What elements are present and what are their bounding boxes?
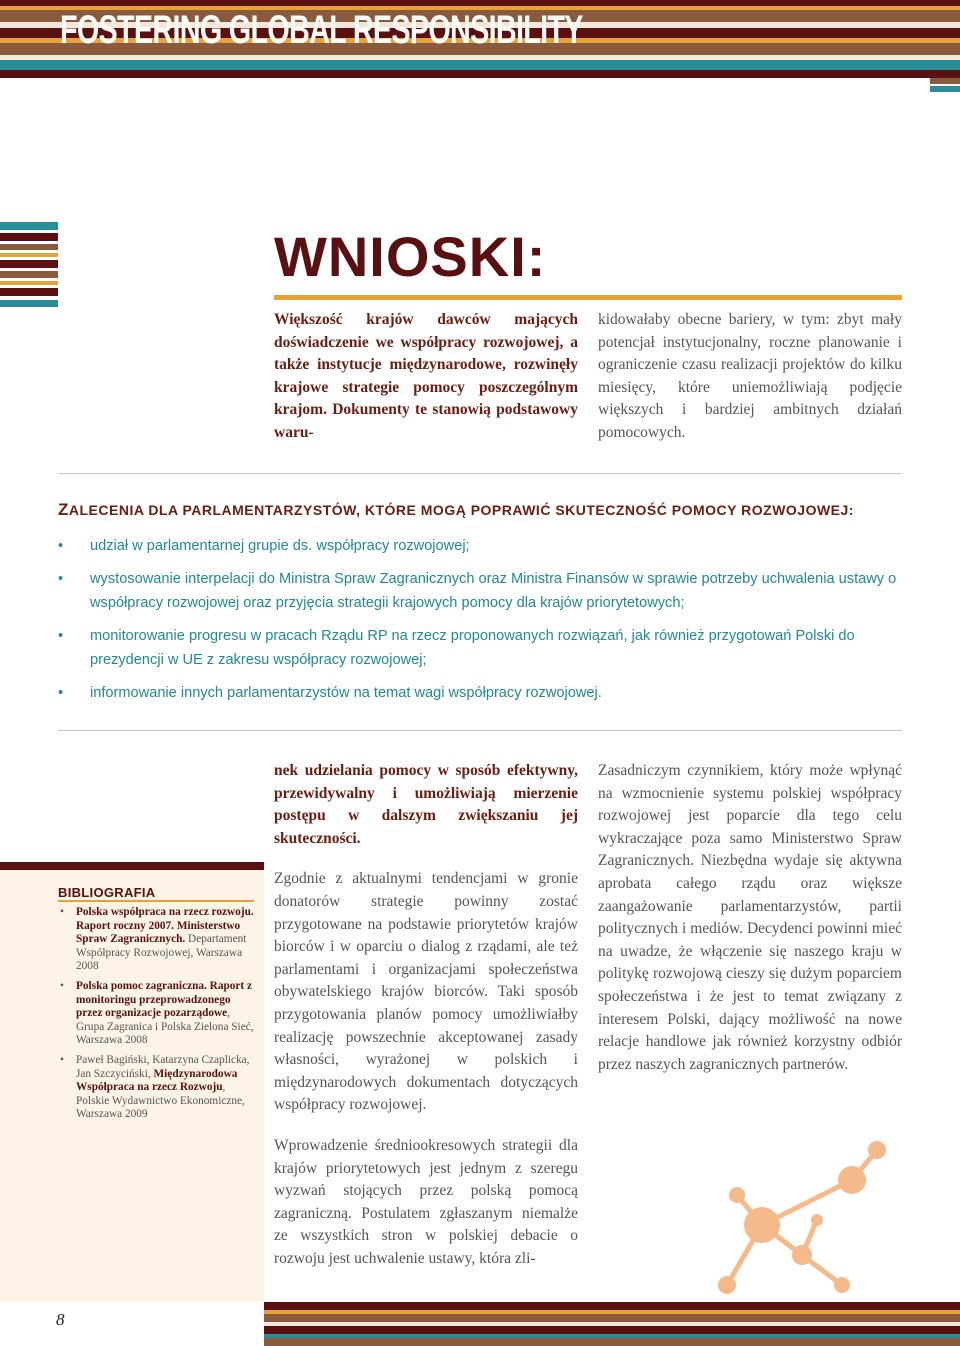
bullet-icon: • xyxy=(60,979,64,992)
bib-title-bold: Międzynarodowa Współpraca na rzecz Rozwoju xyxy=(76,1067,238,1094)
list-item xyxy=(58,624,908,672)
recommendations-heading xyxy=(58,500,918,520)
bullet-icon: • xyxy=(58,538,64,554)
bib-title-bold: Polska współpraca na rzecz rozwoju. Raport roczny 2007. Ministerstwo Spraw Zagranicznych. xyxy=(76,906,254,946)
recommendation-text: wystosowanie interpelacji do Ministra Spraw Zagranicznych oraz Ministra Finansów w sprawie potrzeby uchwalenia ustawy o współpracy rozwojowej oraz przyjęcia strategii krajowych pomocy dla krajów priorytetowych; xyxy=(90,571,897,611)
middle-paragraph-3: Wprowadzenie średniookresowych strategii dla krajów priorytetowych jest jednym z szeregu wyzwań stojących przez polską pomocą zagraniczną. Postulatem zgłaszanym niemalże ze wszystkich stron w polskiej debacie o rozwoju jest uchwalenie ustawy, która zli- xyxy=(274,1136,578,1267)
page-number: 8 xyxy=(56,1310,65,1329)
bullet-icon: • xyxy=(60,906,64,918)
right-paragraph: Zasadniczym czynnikiem, który może wpłynąć na wzmocnienie systemu polskiej współpracy rozwojowej jest poparcie dla tego celu wykraczające poza samo Ministerstwo Spraw Zagranicznych. Niezbędna wydaje się aktywna aprobata całego rządu oraz większe zaangażowanie parlamentarzystów, partii politycznych i mediów. Decydenci powinni mieć na uwadze, że włączenie się naszego kraju w politykę rozwojową cieszy się dużym poparciem społeczeństwa i że jest to temat związany z interesem Polski, dający możliwość na nowe relacje handlowe jak również korzystny odbiór przez naszych zagranicznych partnerów. xyxy=(598,762,902,1073)
intro-left-paragraph: Większość krajów dawców mających doświadczenie we współpracy rozwojowej, a także instytucje międzynarodowe, rozwinęły krajowe strategie pomocy poszczególnym krajom. Dokumenty te stanowią podstawowy waru- xyxy=(274,311,578,441)
page-heading: WNIOSKI: xyxy=(274,225,547,288)
bibliography-title: BIBLIOGRAFIA xyxy=(58,885,156,900)
recommendations-heading-initial: Z xyxy=(58,500,69,519)
list-item xyxy=(58,681,908,705)
list-item xyxy=(58,567,908,615)
divider-top xyxy=(58,473,902,474)
recommendations-heading-text: ALECENIA DLA PARLAMENTARZYSTÓW, KTÓRE MOGĄ POPRAWIĆ SKUTECZNOŚĆ POMOCY ROZWOJOWEJ: xyxy=(68,502,854,518)
list-item xyxy=(58,534,908,558)
left-stripe-decoration xyxy=(0,222,58,312)
bibliography-top-bar xyxy=(0,862,264,870)
recommendations-list xyxy=(58,534,908,714)
bullet-icon: • xyxy=(58,628,64,644)
recommendation-text: monitorowanie progresu w pracach Rządu RP na rzecz proponowanych rozwiązań, jak również przygotowań Polski do prezydencji w UE z zakresu współpracy rozwojowej; xyxy=(90,628,855,668)
intro-right-paragraph: kidowałaby obecne bariery, w tym: zbyt mały potencjał instytucjonalny, roczne planowanie i ograniczenie czasu realizacji projektów do kilku miesięcy, które uniemożliwiają podjęcie większych i bardziej ambitnych działań pomocowych. xyxy=(598,311,902,441)
bib-details: Departament Współpracy Rozwojowej, Warszawa 2008 xyxy=(76,933,247,973)
banner-corner-decoration xyxy=(930,78,960,98)
recommendation-text: udział w parlamentarnej grupie ds. współpracy rozwojowej; xyxy=(90,538,470,554)
recommendation-text: informowanie innych parlamentarzystów na temat wagi współpracy rozwojowej. xyxy=(90,685,602,701)
molecule-icon xyxy=(702,1135,902,1305)
list-item xyxy=(58,906,254,974)
bibliography-list xyxy=(58,906,254,1128)
right-column xyxy=(598,760,902,1076)
list-item xyxy=(58,980,254,1048)
bullet-icon: • xyxy=(58,571,64,587)
bottom-stripe-decoration xyxy=(264,1302,960,1346)
bib-authors: Paweł Bagiński, Katarzyna Czaplicka, Jan Szczyciński, xyxy=(76,1053,250,1080)
bib-details: , Grupa Zagranica i Polska Zielona Sieć, Warszawa 2008 xyxy=(76,1007,254,1047)
bullet-icon: • xyxy=(58,685,64,701)
bib-title-bold: Polska pomoc zagraniczna. Raport z monitoringu przeprowadzonego przez organizacje pozarządowe xyxy=(76,979,253,1020)
banner-title: FOSTERING GLOBAL RESPONSIBILITY xyxy=(60,8,583,52)
divider-bottom xyxy=(58,730,902,731)
bullet-icon: • xyxy=(60,1053,64,1066)
middle-bold-paragraph: nek udzielania pomocy w sposób efektywny, przewidywalny i umożliwiają mierzenie postępu w dalszym zwiększaniu jej skuteczności. xyxy=(274,762,578,847)
middle-paragraph-2: Zgodnie z aktualnymi tendencjami w gronie donatorów strategie powinny zostać przygotowane na podstawie priorytetów krajów biorców i w oparciu o dialog z rządami, ale też parlamentami i organizacjami społeczeństwa obywatelskiego krajów biorców. Taki sposób przygotowania planów pomocy umożliwiałby realizację powszechnie akceptowanej zasady własności, wyrażonej w polskich i międzynarodowych dokumentach dotyczących współpracy rozwojowej. xyxy=(274,870,578,1114)
heading-underline xyxy=(274,295,902,300)
bib-details: , Polskie Wydawnictwo Ekonomiczne, Warszawa 2009 xyxy=(76,1081,245,1121)
list-item xyxy=(58,1054,254,1122)
bibliography-rule xyxy=(58,900,254,902)
middle-column xyxy=(274,760,578,1288)
